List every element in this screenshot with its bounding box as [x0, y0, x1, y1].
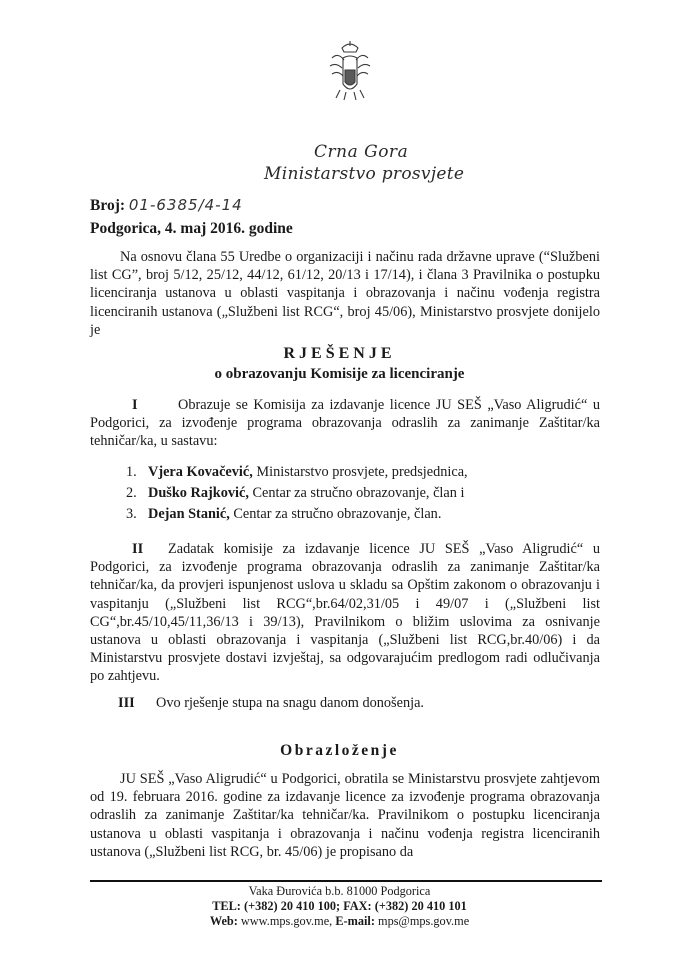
member-name: Dejan Stanić, — [148, 506, 230, 522]
footer-web-label: Web: — [209, 914, 238, 928]
ministry-name: Ministarstvo prosvjete — [264, 164, 465, 184]
decision-title: RJEŠENJE — [283, 345, 396, 362]
section-3 — [90, 694, 600, 712]
member-name: Vjera Kovačević, — [148, 464, 253, 480]
document-date: Podgorica, 4. maj 2016. godine — [90, 220, 293, 237]
section-3-text: Ovo rješenje stupa na snagu danom donošenja. — [156, 695, 425, 711]
member-name: Duško Rajković, — [148, 485, 249, 501]
intro-paragraph: Na osnovu člana 55 Uredbe o organizaciji i načinu rada državne uprave (“Službeni list CG”, broj 5/12, 25/12, 44/12, 61/12, 20/13 i 17/14), i člana 3 Pravilnika o postupku licenciranja ustanova u oblasti vaspitanja i obrazovanja i načinu vođenja registra licenciranih ustanova („Službeni list RCG“, broj 45/06), Ministarstvo prosvjete donijelo je — [90, 249, 600, 338]
coat-of-arms-icon — [328, 40, 372, 102]
document-number — [90, 196, 243, 215]
reasoning-paragraph: JU SEŠ „Vaso Aligrudić“ u Podgorici, obratila se Ministarstvu prosvjete zahtjevom od 19. februara 2016. godine za izdavanje licence za izvođenje programa obrazovanja odraslih za zanimanje Zaštitar/ka tehničar/ka. Pravilnikom o postupku licenciranja ustanova u oblasti vaspitanja i obrazovanja i načinu vođenja registra licenciranih ustanova („Službeni list RCG, br. 45/06) je propisano da — [90, 771, 600, 860]
document-number-label: Broj: — [90, 197, 126, 214]
section-2-text: Zadatak komisije za izdavanje licence JU SEŠ „Vaso Aligrudić“ u Podgorici, za izvođenje programa obrazovanja odraslih za zanimanje Zaštitar/ka tehničar/ka, da provjeri ispunjenost uslova u skladu sa Opštim zakonom o obrazovanju i vaspitanju („Službeni list RCG“,br.64/02,31/05 i 49/07 i („Službeni list CG“,br.45/10,45/11,36/13 i 39/13), Pravilnikom o bližim uslovima za osnivanje ustanova u oblasti obrazovanja i vaspitanja („Službeni list RCG,br.40/06) i da Ministarstvu prosvjete dostavi izvještaj, sa odgovarajućim predlogom radi odlučivanja po zahtjevu. — [90, 541, 600, 685]
member-role: Ministarstvo prosvjete, predsjednica, — [256, 464, 468, 480]
member-role: Centar za stručno obrazovanje, član. — [233, 506, 442, 522]
list-item: 2. Duško Rajković, Centar za stručno obrazovanje, član i — [126, 485, 465, 501]
section-3-numeral: III — [118, 695, 135, 711]
list-item: 3. Dejan Stanić, Centar za stručno obrazovanje, član. — [126, 506, 442, 522]
footer-divider — [90, 880, 602, 882]
section-2 — [90, 540, 600, 686]
section-1-text: Obrazuje se Komisija za izdavanje licence JU SEŠ „Vaso Aligrudić“ u Podgorici, za izvođenje programa obrazovanja odraslih za zanimanje Zaštitar/ka tehničar/ka, u sastavu: — [90, 397, 600, 450]
section-2-numeral: II — [132, 541, 144, 557]
footer-email-label: E-mail: — [335, 914, 375, 928]
section-1 — [90, 396, 600, 451]
decision-subtitle: o obrazovanju Komisije za licenciranje — [214, 366, 465, 382]
footer-web-link[interactable]: www.mps.gov.me — [240, 914, 330, 928]
reasoning-title: Obrazloženje — [280, 742, 399, 759]
footer-address: Vaka Đurovića b.b. 81000 Podgorica — [248, 884, 431, 898]
member-role: Centar za stručno obrazovanje, član i — [252, 485, 465, 501]
list-item: 1. Vjera Kovačević, Ministarstvo prosvjete, predsjednica, — [126, 464, 468, 480]
section-1-numeral: I — [132, 397, 138, 413]
document-number-value: 01-6385/4-14 — [128, 196, 243, 214]
footer-web-email: Web: www.mps.gov.me, E-mail: mps@mps.gov.me — [209, 914, 470, 928]
commission-members — [126, 462, 468, 525]
ministry-country: Crna Gora — [314, 142, 409, 162]
footer-email-link[interactable]: mps@mps.gov.me — [378, 914, 470, 928]
footer-phone-fax: TEL: (+382) 20 410 100; FAX: (+382) 20 410 101 — [212, 899, 467, 913]
